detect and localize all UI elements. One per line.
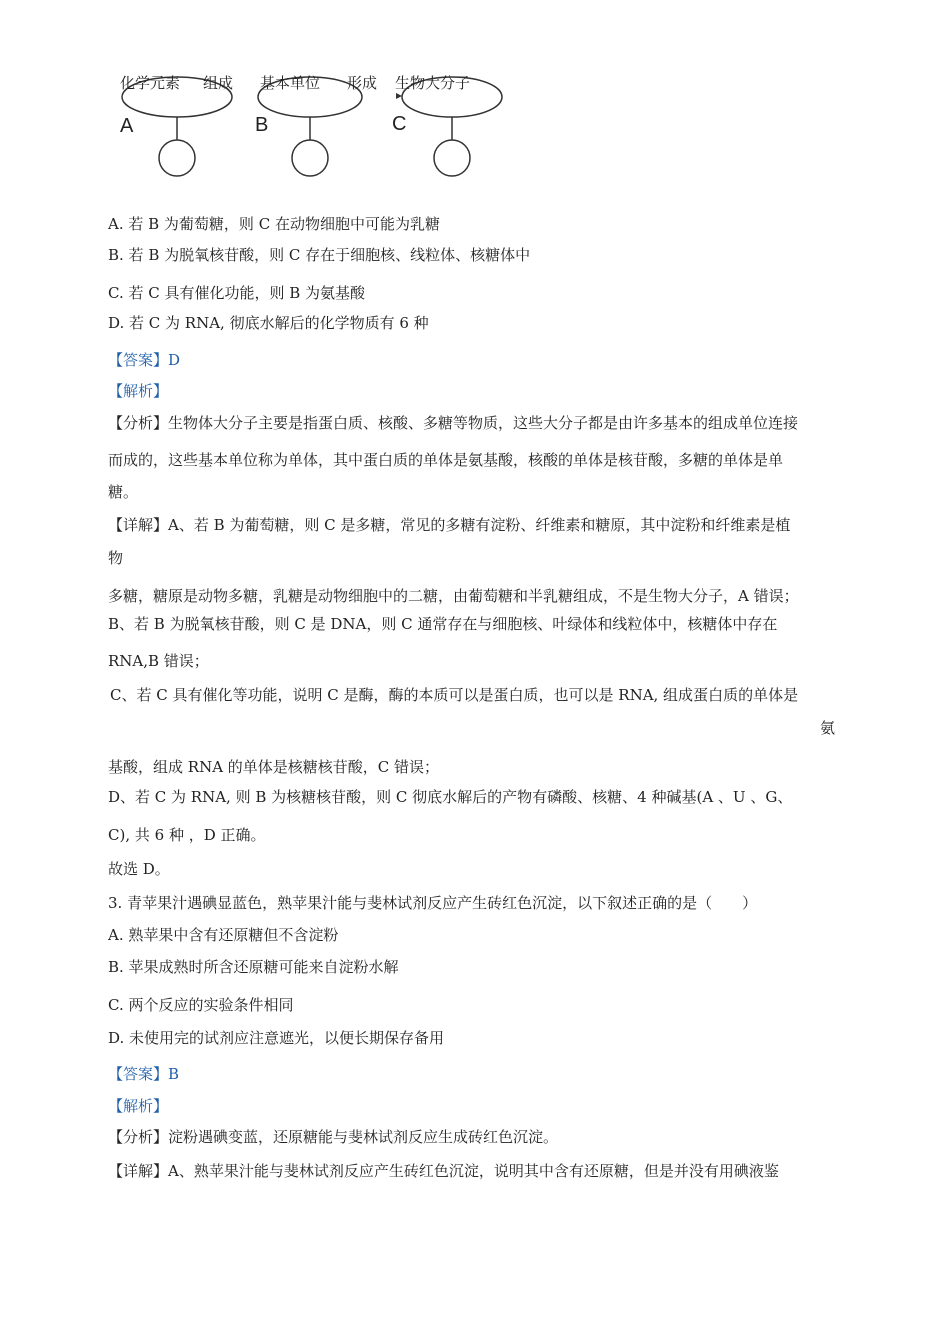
q3-option-c: C. 两个反应的实验条件相同 <box>108 996 294 1014</box>
q2-analysis-line-1: 【分析】生物体大分子主要是指蛋白质、核酸、多糖等物质，这些大分子都是由许多基本的组成单位连接 <box>108 414 799 432</box>
q3-analysis: 【分析】淀粉遇碘变蓝，还原糖能与斐林试剂反应生成砖红色沉淀。 <box>108 1128 559 1146</box>
q2-option-a: A. 若 B 为葡萄糖，则 C 在动物细胞中可能为乳糖 <box>108 215 440 233</box>
q2-jiexi-heading: 【解析】 <box>108 382 169 400</box>
q2-detail-line-7: 氨 <box>820 719 836 737</box>
flow-form: 形成 <box>347 74 378 92</box>
q2-detail-line-1: 【详解】A、若 B 为葡萄糖，则 C 是多糖，常见的多糖有淀粉、纤维素和糖原，其中淀粉和纤维素是植 <box>108 516 791 534</box>
q3-detail: 【详解】A、熟苹果汁能与斐林试剂反应产生砖红色沉淀，说明其中含有还原糖，但是并没有用碘液鉴 <box>108 1162 779 1180</box>
q2-option-c: C. 若 C 具有催化功能，则 B 为氨基酸 <box>108 284 366 302</box>
q2-detail-line-10: C), 共 6 种 ，D 正确。 <box>108 826 266 844</box>
circle-a <box>159 140 195 176</box>
q3-option-b: B. 苹果成熟时所含还原糖可能来自淀粉水解 <box>108 958 399 976</box>
q2-detail-line-3: 多糖，糖原是动物多糖，乳糖是动物细胞中的二糖，由葡萄糖和半乳糖组成，不是生物大分子，A 错误； <box>108 587 799 605</box>
label-a: A <box>120 115 134 137</box>
q2-detail-line-5: RNA,B 错误； <box>108 652 209 670</box>
q2-detail-line-11: 故选 D。 <box>108 860 170 878</box>
q2-detail-line-2: 物 <box>108 549 124 567</box>
q2-detail-line-8: 基酸，组成 RNA 的单体是核糖核苷酸，C 错误； <box>108 758 440 776</box>
q3-jiexi-heading: 【解析】 <box>108 1097 169 1115</box>
flow-basic-unit: 基本单位 <box>260 74 321 92</box>
arrow-head-icon <box>396 93 402 99</box>
q2-answer: 【答案】D <box>108 351 181 369</box>
q3-option-d: D. 未使用完的试剂应注意遮光，以便长期保存备用 <box>108 1029 445 1047</box>
q3-answer: 【答案】B <box>108 1065 180 1083</box>
label-c: C <box>392 113 407 135</box>
q3-question: 3. 青苹果汁遇碘显蓝色，熟苹果汁能与斐林试剂反应产生砖红色沉淀，以下叙述正确的是（ ） <box>108 894 758 912</box>
q2-detail-line-4: B、若 B 为脱氧核苷酸，则 C 是 DNA，则 C 通常存在与细胞核、叶绿体和线粒体中，核糖体中存在 <box>108 615 778 633</box>
q2-option-d: D. 若 C 为 RNA, 彻底水解后的化学物质有 6 种 <box>108 314 429 332</box>
q2-option-b: B. 若 B 为脱氧核苷酸，则 C 存在于细胞核、线粒体、核糖体中 <box>108 246 531 264</box>
label-b: B <box>255 114 269 136</box>
q2-detail-line-6: C、若 C 具有催化等功能，说明 C 是酶，酶的本质可以是蛋白质，也可以是 RNA, 组成蛋白质的单体是 <box>110 686 799 704</box>
q2-analysis-line-3: 糖。 <box>108 483 139 501</box>
q3-option-a: A. 熟苹果中含有还原糖但不含淀粉 <box>108 926 339 944</box>
q2-analysis-line-2: 而成的，这些基本单位称为单体，其中蛋白质的单体是氨基酸，核酸的单体是核苷酸，多糖的单体是单 <box>108 451 784 469</box>
flow-macromolecule: 生物大分子 <box>395 74 471 92</box>
flow-compose: 组成 <box>203 74 234 92</box>
q2-detail-line-9: D、若 C 为 RNA, 则 B 为核糖核苷酸，则 C 彻底水解后的产物有磷酸、核糖、4 种碱基(A 、U 、G、 <box>108 788 793 806</box>
circle-c <box>434 140 470 176</box>
macromolecule-diagram <box>100 66 520 181</box>
circle-b <box>292 140 328 176</box>
flow-elements: 化学元素 <box>120 74 181 92</box>
